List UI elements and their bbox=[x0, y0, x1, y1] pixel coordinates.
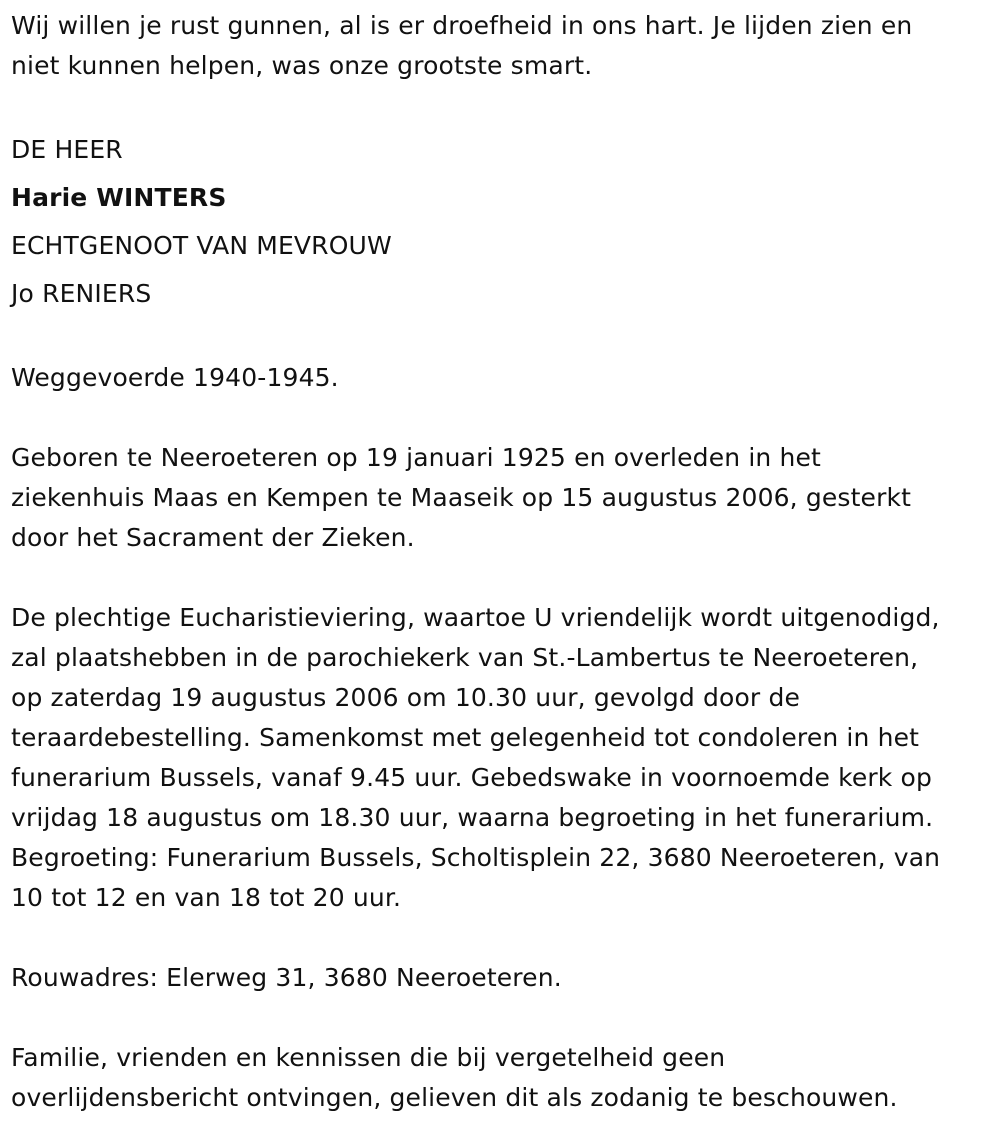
spouse-label: ECHTGENOOT VAN MEVROUW bbox=[11, 231, 392, 260]
closing-paragraph: Familie, vrienden en kennissen die bij vergetelheid geen overlijdensbericht ontvingen, gelieven dit als zodanig te beschouwen. bbox=[11, 1043, 898, 1112]
deceased-name: Harie WINTERS bbox=[11, 183, 227, 212]
honorific: DE HEER bbox=[11, 135, 123, 164]
deported-note: Weggevoerde 1940-1945. bbox=[11, 363, 339, 392]
mourning-address: Rouwadres: Elerweg 31, 3680 Neeroeteren. bbox=[11, 963, 562, 992]
spouse-name: Jo RENIERS bbox=[11, 279, 152, 308]
ceremony-paragraph: De plechtige Eucharistieviering, waartoe U vriendelijk wordt uitgenodigd, zal plaatshebben in de parochiekerk van St.-Lambertus te Neeroeteren, op zaterdag 19 augustus 2006 om 10.30 uur, gevolgd door de teraardebestelling. Samenkomst met gelegenheid tot condoleren in het funerarium Bussels, vanaf 9.45 uur. Gebedswake in voornoemde kerk op vrijdag 18 augustus om 18.30 uur, waarna begroeting in het funerarium. Begroeting: Funerarium Bussels, Scholtisplein 22, 3680 Neeroeteren, van 10 tot 12 en van 18 tot 20 uur. bbox=[11, 603, 941, 912]
birth-death-paragraph: Geboren te Neeroeteren op 19 januari 1925 en overleden in het ziekenhuis Maas en Kempen te Maaseik op 15 augustus 2006, gesterkt door het Sacrament der Zieken. bbox=[11, 443, 912, 552]
intro-verse: Wij willen je rust gunnen, al is er droefheid in ons hart. Je lijden zien en niet kunnen helpen, was onze grootste smart. bbox=[11, 11, 913, 80]
obituary-notice bbox=[11, 6, 996, 1118]
